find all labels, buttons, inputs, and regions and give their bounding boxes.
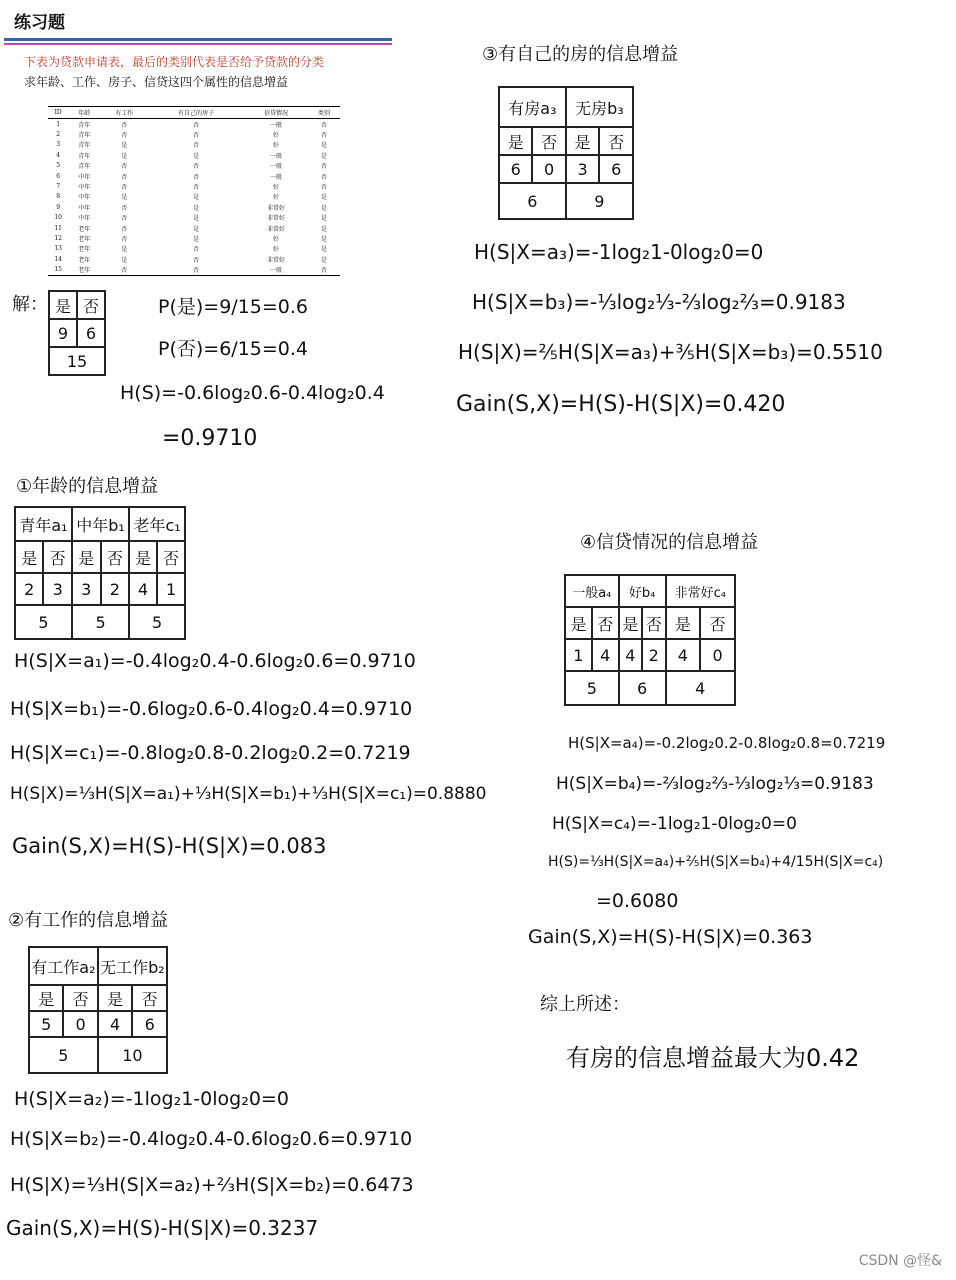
grid-cell: 5 [29, 1011, 63, 1037]
grid-cell: 4 [592, 639, 619, 671]
table-cell: 中年 [78, 173, 91, 181]
table-cell: 是 [193, 204, 200, 212]
loan-dataset-table [48, 106, 340, 276]
grid-cell: 是 [666, 607, 701, 639]
grid-cell: 是 [566, 127, 600, 155]
table-row [48, 254, 340, 264]
table-cell: 非常好 [267, 204, 286, 212]
table-cell: 否 [121, 163, 128, 171]
table-cell: 是 [320, 215, 327, 223]
house-gain: Gain(S,X)=H(S)-H(S|X)=0.420 [456, 392, 786, 417]
table-cell: 老年 [78, 235, 91, 243]
house-heading: ③有自己的房的信息增益 [482, 44, 679, 65]
table-cell: 是 [320, 152, 327, 160]
grid-cell: 否 [700, 607, 735, 639]
table-row [48, 233, 340, 243]
grid-cell: 3 [43, 573, 71, 605]
table-cell: 是 [320, 194, 327, 202]
table-cell: 好 [273, 246, 280, 254]
table-cell: 2 [56, 131, 61, 139]
table-cell: 一般 [270, 121, 283, 129]
grid-cell: 6 [499, 183, 566, 219]
table-row [48, 171, 340, 181]
house-count-grid [498, 86, 634, 220]
p-no: P(否)=6/15=0.4 [158, 338, 309, 360]
grid-cell: 是 [72, 541, 101, 573]
table-cell: 是 [320, 142, 327, 150]
age-count-grid [14, 506, 186, 640]
grid-cell: 6 [499, 155, 532, 183]
grid-cell: 6 [77, 319, 105, 347]
grid-cell: 4 [619, 639, 642, 671]
table-cell: 9 [56, 203, 61, 211]
table-cell: 非常好 [267, 256, 286, 264]
grid-cell: 否 [101, 541, 130, 573]
table-cell: 否 [121, 173, 128, 181]
table-cell: 青年 [78, 163, 91, 171]
credit-eq-5: =0.6080 [596, 890, 679, 912]
grid-cell: 是 [619, 607, 642, 639]
table-cell: 7 [56, 183, 61, 191]
grid-cell: 否 [642, 607, 665, 639]
grid-cell: 2 [15, 573, 43, 605]
grid-cell: 9 [566, 183, 633, 219]
col-credit: 信贷情况 [244, 107, 308, 119]
table-cell: 14 [54, 255, 62, 263]
grid-cell: 一般a₄ [565, 575, 619, 607]
table-cell: 老年 [78, 256, 91, 264]
grid-cell: 10 [98, 1037, 167, 1073]
grid-cell: 中年b₁ [72, 507, 129, 541]
grid-cell: 否 [132, 985, 167, 1011]
grid-cell: 4 [129, 573, 157, 605]
table-cell: 非常好 [267, 225, 286, 233]
credit-eq-2: H(S|X=b₄)=-⅔log₂⅔-⅓log₂⅓=0.9183 [556, 774, 874, 794]
table-cell: 否 [320, 184, 327, 192]
grid-cell: 15 [49, 347, 105, 375]
problem-line-1: 下表为贷款申请表，最后的类别代表是否给予贷款的分类 [24, 55, 325, 69]
table-cell: 好 [273, 142, 280, 150]
grid-cell: 5 [15, 605, 72, 639]
table-cell: 5 [56, 162, 61, 170]
credit-heading: ④信贷情况的信息增益 [580, 532, 759, 553]
table-cell: 否 [121, 132, 128, 140]
grid-cell: 是 [29, 985, 63, 1011]
table-cell: 否 [193, 142, 200, 150]
grid-cell: 否 [599, 127, 633, 155]
col-work: 有工作 [100, 107, 148, 119]
table-cell: 中年 [78, 204, 91, 212]
age-eq-4: H(S|X)=⅓H(S|X=a₁)+⅓H(S|X=b₁)+⅓H(S|X=c₁)=0.8880 [10, 784, 487, 804]
table-cell: 一般 [244, 264, 308, 275]
table-cell: 4 [56, 151, 61, 159]
table-cell: 中年 [78, 215, 91, 223]
grid-cell: 有房a₃ [499, 87, 566, 127]
grid-cell: 非常好c₄ [666, 575, 736, 607]
grid-cell: 好b₄ [619, 575, 666, 607]
age-gain: Gain(S,X)=H(S)-H(S|X)=0.083 [12, 834, 327, 858]
table-cell: 是 [193, 225, 200, 233]
table-cell: 非常好 [267, 215, 286, 223]
table-body [48, 119, 340, 276]
table-cell: 是 [121, 256, 128, 264]
table-cell: 否 [148, 264, 244, 275]
grid-cell: 3 [72, 573, 101, 605]
work-heading: ②有工作的信息增益 [8, 910, 169, 931]
table-cell: 老年 [78, 246, 91, 254]
grid-cell: 5 [29, 1037, 98, 1073]
work-eq-3: H(S|X)=⅓H(S|X=a₂)+⅔H(S|X=b₂)=0.6473 [10, 1174, 414, 1196]
table-cell: 15 [48, 264, 68, 275]
hs-value: =0.9710 [162, 426, 258, 451]
grid-cell: 否 [43, 541, 71, 573]
col-class: 类别 [308, 107, 340, 119]
table-cell: 否 [121, 235, 128, 243]
grid-cell: 6 [599, 155, 633, 183]
table-row [48, 202, 340, 212]
credit-count-grid [564, 574, 736, 706]
work-count-grid [28, 946, 168, 1074]
grid-cell: 5 [565, 671, 619, 705]
table-cell: 中年 [78, 194, 91, 202]
page-title: 练习题 [14, 13, 65, 33]
table-cell: 好 [273, 184, 280, 192]
work-gain: Gain(S,X)=H(S)-H(S|X)=0.3237 [6, 1216, 319, 1240]
grid-cell: 老年c₁ [129, 507, 185, 541]
grid-cell: 4 [666, 639, 701, 671]
conclusion-text: 有房的信息增益最大为0.42 [566, 1044, 860, 1072]
table-cell: 是 [193, 194, 200, 202]
watermark: CSDN @怪& [858, 1253, 942, 1269]
table-cell: 是 [320, 246, 327, 254]
house-eq-1: H(S|X=a₃)=-1log₂1-0log₂0=0 [474, 240, 764, 264]
table-row [48, 150, 340, 160]
age-eq-3: H(S|X=c₁)=-0.8log₂0.8-0.2log₂0.2=0.7219 [10, 742, 411, 764]
age-heading: ①年龄的信息增益 [16, 476, 159, 497]
table-row [48, 244, 340, 254]
table-header-row [48, 107, 340, 119]
age-eq-2: H(S|X=b₁)=-0.6log₂0.6-0.4log₂0.4=0.9710 [10, 698, 413, 720]
table-cell: 10 [54, 214, 62, 222]
table-cell: 是 [193, 235, 200, 243]
table-cell: 是 [320, 204, 327, 212]
grid-cell: 是 [15, 541, 43, 573]
table-cell: 1 [56, 120, 61, 128]
table-cell: 3 [56, 141, 61, 149]
table-row [48, 129, 340, 139]
grid-cell: 2 [642, 639, 665, 671]
credit-gain: Gain(S,X)=H(S)-H(S|X)=0.363 [528, 926, 813, 948]
divider-blue [4, 38, 392, 41]
table-cell: 是 [121, 152, 128, 160]
grid-cell: 1 [157, 573, 185, 605]
house-eq-3: H(S|X)=⅖H(S|X=a₃)+⅗H(S|X=b₃)=0.5510 [458, 340, 883, 364]
table-cell: 一般 [270, 173, 283, 181]
table-cell: 否 [193, 121, 200, 129]
credit-eq-1: H(S|X=a₄)=-0.2log₂0.2-0.8log₂0.8=0.7219 [568, 734, 886, 752]
house-eq-2: H(S|X=b₃)=-⅓log₂⅓-⅔log₂⅔=0.9183 [472, 290, 846, 314]
p-yes: P(是)=9/15=0.6 [158, 296, 309, 318]
grid-cell: 4 [98, 1011, 133, 1037]
table-cell: 否 [193, 173, 200, 181]
table-cell: 否 [193, 132, 200, 140]
grid-cell: 6 [619, 671, 666, 705]
grid-cell: 5 [72, 605, 129, 639]
overall-count-grid [48, 290, 106, 376]
table-cell: 否 [308, 264, 340, 275]
table-row [48, 223, 340, 233]
grid-cell: 是 [49, 291, 77, 319]
table-cell: 一般 [270, 152, 283, 160]
table-cell: 否 [193, 246, 200, 254]
table-cell: 11 [54, 224, 62, 232]
grid-cell: 5 [129, 605, 185, 639]
grid-cell: 无工作b₂ [98, 947, 167, 985]
solution-label: 解： [12, 294, 48, 315]
table-cell: 否 [193, 184, 200, 192]
col-age: 年龄 [68, 107, 100, 119]
table-cell: 是 [121, 142, 128, 150]
grid-cell: 9 [49, 319, 77, 347]
table-cell: 否 [121, 215, 128, 223]
divider-purple [4, 43, 392, 45]
table-cell: 是 [320, 256, 327, 264]
grid-cell: 1 [565, 639, 592, 671]
grid-cell: 2 [101, 573, 130, 605]
table-cell: 否 [121, 204, 128, 212]
grid-cell: 无房b₃ [566, 87, 633, 127]
table-cell: 青年 [78, 152, 91, 160]
work-eq-1: H(S|X=a₂)=-1log₂1-0log₂0=0 [14, 1088, 289, 1110]
table-cell: 是 [121, 246, 128, 254]
table-row [48, 140, 340, 150]
table-cell: 13 [54, 245, 62, 253]
grid-cell: 3 [566, 155, 600, 183]
table-cell: 12 [54, 234, 62, 242]
table-row [48, 181, 340, 191]
table-cell: 否 [320, 163, 327, 171]
grid-cell: 否 [63, 985, 97, 1011]
grid-cell: 是 [565, 607, 592, 639]
table-row [48, 213, 340, 223]
table-cell: 好 [273, 132, 280, 140]
grid-cell: 0 [63, 1011, 97, 1037]
grid-cell: 否 [77, 291, 105, 319]
table-row [48, 264, 340, 275]
table-row [48, 119, 340, 130]
table-cell: 否 [193, 163, 200, 171]
credit-eq-4: H(S)=⅓H(S|X=a₄)+⅖H(S|X=b₄)+4/15H(S|X=c₄) [548, 854, 884, 870]
table-row [48, 192, 340, 202]
credit-eq-3: H(S|X=c₄)=-1log₂1-0log₂0=0 [552, 814, 797, 834]
table-cell: 好 [273, 194, 280, 202]
table-row [48, 161, 340, 171]
grid-cell: 4 [666, 671, 736, 705]
table-cell: 是 [193, 152, 200, 160]
grid-cell: 有工作a₂ [29, 947, 98, 985]
grid-cell: 0 [532, 155, 565, 183]
table-cell: 否 [100, 264, 148, 275]
table-cell: 否 [121, 225, 128, 233]
hs-equation: H(S)=-0.6log₂0.6-0.4log₂0.4 [120, 382, 385, 404]
work-eq-2: H(S|X=b₂)=-0.4log₂0.4-0.6log₂0.6=0.9710 [10, 1128, 413, 1150]
grid-cell: 是 [129, 541, 157, 573]
col-id: ID [48, 107, 68, 119]
age-eq-1: H(S|X=a₁)=-0.4log₂0.4-0.6log₂0.6=0.9710 [14, 650, 416, 672]
conclusion-label: 综上所述： [540, 994, 630, 1015]
table-cell: 青年 [78, 142, 91, 150]
table-cell: 是 [320, 225, 327, 233]
grid-cell: 是 [499, 127, 532, 155]
table-cell: 青年 [78, 121, 91, 129]
grid-cell: 否 [532, 127, 565, 155]
table-cell: 否 [320, 121, 327, 129]
grid-cell: 6 [132, 1011, 167, 1037]
table-cell: 是 [193, 215, 200, 223]
table-cell: 8 [56, 193, 61, 201]
grid-cell: 否 [592, 607, 619, 639]
table-cell: 青年 [78, 132, 91, 140]
table-cell: 是 [320, 235, 327, 243]
table-cell: 是 [121, 194, 128, 202]
grid-cell: 否 [157, 541, 185, 573]
grid-cell: 0 [700, 639, 735, 671]
table-cell: 否 [320, 173, 327, 181]
col-house: 有自己的房子 [148, 107, 244, 119]
problem-line-2: 求年龄、工作、房子、信贷这四个属性的信息增益 [24, 75, 289, 89]
table-cell: 6 [56, 172, 61, 180]
table-cell: 老年 [78, 225, 91, 233]
grid-cell: 青年a₁ [15, 507, 72, 541]
table-cell: 好 [273, 235, 280, 243]
table-cell: 一般 [270, 163, 283, 171]
table-cell: 否 [121, 121, 128, 129]
table-cell: 否 [320, 132, 327, 140]
table-cell: 老年 [68, 264, 100, 275]
table-cell: 中年 [78, 184, 91, 192]
table-cell: 否 [193, 256, 200, 264]
table-cell: 否 [121, 184, 128, 192]
grid-cell: 是 [98, 985, 133, 1011]
